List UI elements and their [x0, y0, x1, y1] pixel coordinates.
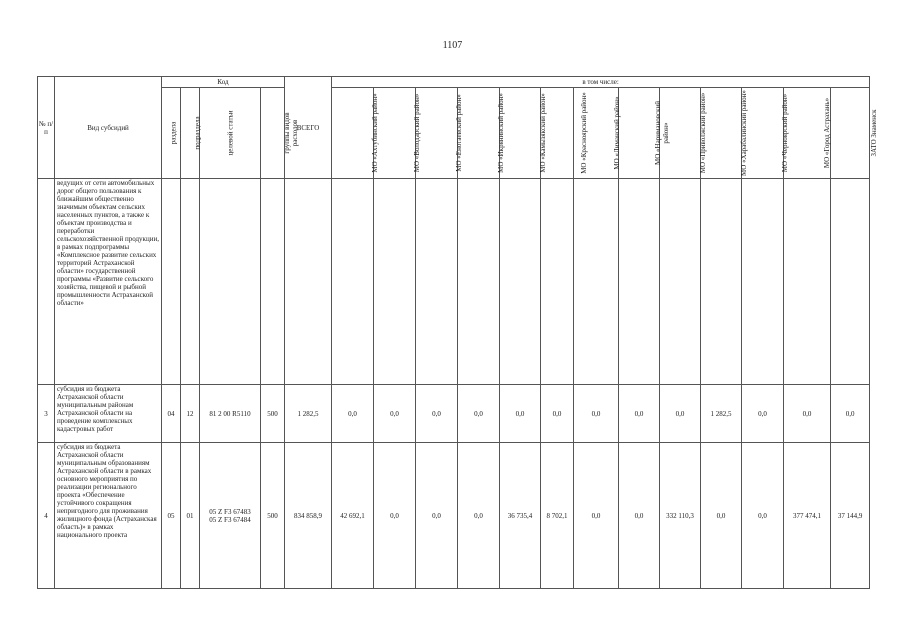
row-number: 4 — [38, 443, 55, 589]
table-row: 3 субсидия из бюджета Астраханской области муниципальным районам Астраханской области на проведение комплексных кадастровых работ 04 12 81 2 00 R5110 500 1 282,5 0,0 0,0 0,0 0,0 0,0 0,0 0,0 0,0 0,0 1 282,5 0,0 0,0 0,0 — [38, 385, 870, 443]
header-kod: Код — [162, 77, 285, 88]
header-mo: МО «Ахтубинский район» — [332, 88, 374, 179]
header-type: Вид субсидий — [55, 77, 162, 179]
subsidy-description: субсидия из бюджета Астраханской области муниципальным районам Астраханской области на проведение комплексных кадастровых работ — [55, 385, 162, 443]
header-num: № п/п — [38, 77, 55, 179]
header-mo: МО «Наримановский район» — [619, 88, 660, 179]
subsidy-description: ведущих от сети автомобильных дорог общего пользования к ближайшим общественно значимым объектам сельских населенных пунктов, а также к объектам производства и переработки сельскохозяйственной продукции, в рамках подпрограммы «Комплексное развитие сельских территорий Астраханской области» государственной программы «Развитие сельского хозяйства, пищевой и рыбной промышленности Астраханской области» — [55, 179, 162, 385]
header-mo: МО «Приволжский район» — [660, 88, 701, 179]
header-mo: МО «Лиманский район» — [574, 88, 619, 179]
header-mo: МО «Черноярский район» — [742, 88, 784, 179]
table-row — [38, 179, 870, 385]
header-mo: МО «Город Астрахань» — [784, 88, 831, 179]
header-mo: ЗАТО Знаменск — [831, 88, 870, 179]
header-podrazdel: подраздела — [181, 88, 200, 179]
row-total: 834 858,9 — [285, 443, 332, 589]
header-mo: МО «Камызякский район» — [500, 88, 541, 179]
header-mo: МО «Красноярский район» — [541, 88, 574, 179]
header-mo: МО «Володарский район» — [374, 88, 416, 179]
header-celevaya: целевой статьи — [200, 88, 261, 179]
row-total: 1 282,5 — [285, 385, 332, 443]
header-mo: МО «Енотаевский район» — [416, 88, 458, 179]
table-row: 4 субсидия из бюджета Астраханской области муниципальным образованиям Астраханской области в рамках основного мероприятия по реализации регионального проекта «Обеспечение устойчивого сокращения непригодного для проживания жилищного фонда (Астраханская область)» в рамках национального проекта 05 01 05 Z F3 67483 05 Z F3 67484 500 834 858,9 42 692,1 0,0 0,0 0,0 36 735,4 8 702,1 0,0 0,0 332 110,3 0,0 0,0 377 474,1 37 144,9 — [38, 443, 870, 589]
subsidy-table — [37, 76, 878, 589]
subsidy-description: субсидия из бюджета Астраханской области муниципальным образованиям Астраханской области в рамках основного мероприятия по реализации регионального проекта «Обеспечение устойчивого сокращения непригодного для проживания жилищного фонда (Астраханская область)» в рамках национального проекта — [55, 443, 162, 589]
header-including: в том числе: — [332, 77, 870, 88]
header-total: ВСЕГО — [285, 77, 332, 179]
page-number: 1107 — [442, 40, 463, 51]
header-razdel: раздела — [162, 88, 181, 179]
header-gruppa: группы видов расходов — [261, 88, 285, 179]
row-number: 3 — [38, 385, 55, 443]
header-mo: МО «Харабалинский район» — [701, 88, 742, 179]
header-mo: МО «Икрянинский район» — [458, 88, 500, 179]
